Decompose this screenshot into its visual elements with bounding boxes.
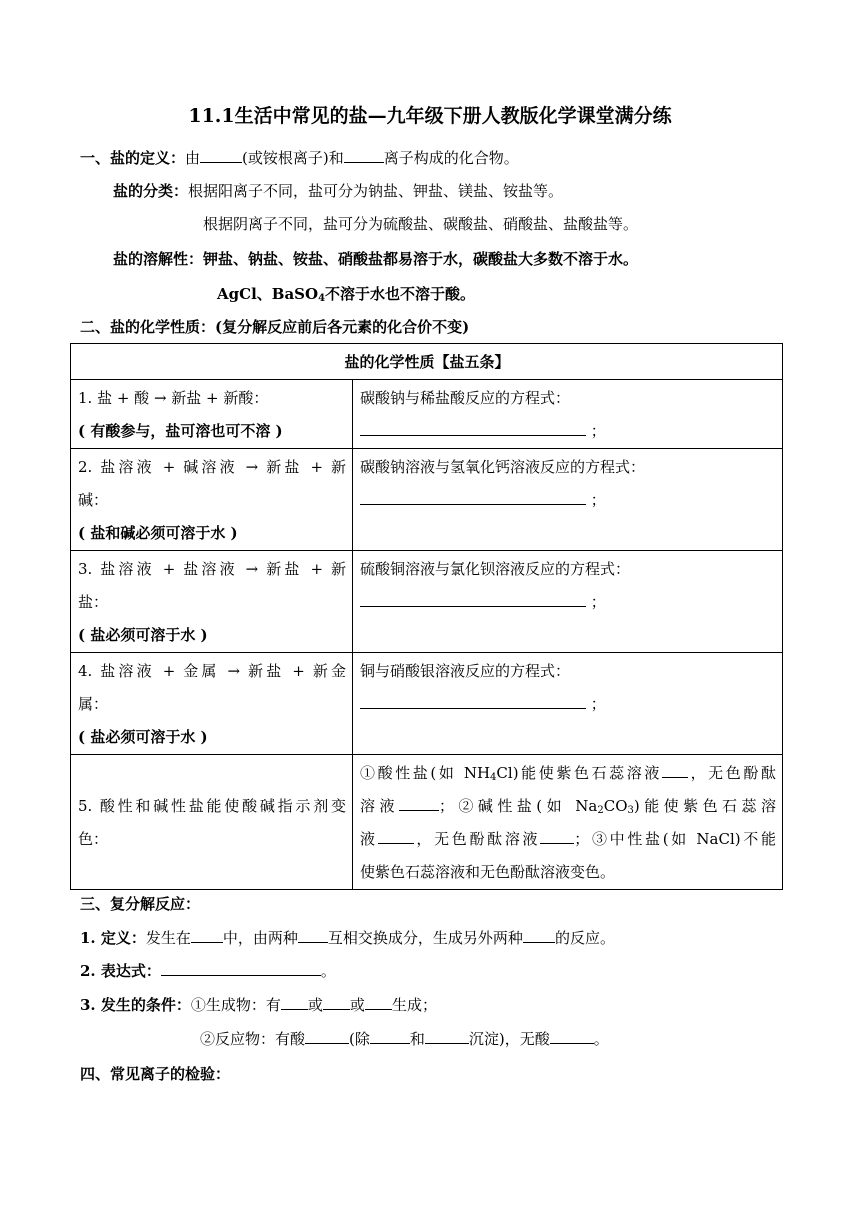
- answer-blank[interactable]: [378, 828, 414, 844]
- table-row: 3. 盐溶液 + 盐溶液 → 新盐 + 新 盐： ( 盐必须可溶于水 ) 硫酸铜溶液与氯化钡溶液反应的方程式： ；: [71, 551, 783, 653]
- answer-blank[interactable]: [191, 927, 223, 943]
- expression-line: 2. 表达式： 。: [80, 962, 336, 980]
- equation-blank[interactable]: [360, 591, 586, 607]
- answer-blank[interactable]: [550, 1028, 594, 1044]
- table-row: 4. 盐溶液 + 金属 → 新盐 + 新金 属： ( 盐必须可溶于水 ) 铜与硝酸银溶液反应的方程式： ；: [71, 653, 783, 755]
- equation-blank[interactable]: [360, 693, 586, 709]
- answer-blank[interactable]: [344, 147, 384, 163]
- answer-blank[interactable]: [323, 994, 350, 1010]
- section-3-heading: 三、复分解反应：: [80, 895, 201, 913]
- salt-classification-line-1: 盐的分类：根据阳离子不同，盐可分为钠盐、钾盐、镁盐、铵盐等。: [113, 182, 564, 200]
- definition-line: 1. 定义：发生在 中，由两种 互相交换成分，生成另外两种 的反应。: [80, 929, 615, 947]
- section-2-heading: 二、盐的化学性质：(复分解反应前后各元素的化合价不变): [80, 318, 470, 336]
- answer-blank[interactable]: [281, 994, 308, 1010]
- table-row: 5. 酸性和碱性盐能使酸碱指示剂变 色： ①酸性盐(如 $NH_4Cl$)能使紫色石蕊溶液 ，无色酚酞 溶液 ；②碱性盐(如 $Na_2CO_3$)能使紫色石蕊溶 液 ，无色酚酞溶液 ；③中性盐(如 NaCl)不能 使紫色石蕊溶液和无色酚酞溶液变色。: [71, 755, 783, 890]
- table-row: 1. 盐 + 酸 → 新盐 + 新酸： ( 有酸参与，盐可溶也可不溶 ) 碳酸钠与稀盐酸反应的方程式： ；: [71, 380, 783, 449]
- answer-blank[interactable]: [370, 1028, 410, 1044]
- salt-solubility-line-2: AgCl、BaSO$_4$不溶于水也不溶于酸。: [217, 285, 476, 304]
- salt-classification-line-2: 根据阴离子不同，盐可分为硫酸盐、碳酸盐、硝酸盐、盐酸盐等。: [203, 215, 639, 233]
- solubility-label: 盐的溶解性：: [113, 250, 204, 268]
- section-4-heading: 四、常见离子的检验：: [80, 1065, 231, 1083]
- salt-properties-table: [70, 343, 783, 890]
- table-row: 2. 盐溶液 + 碱溶液 → 新盐 + 新 碱： ( 盐和碱必须可溶于水 ) 碳酸钠溶液与氢氧化钙溶液反应的方程式： ；: [71, 449, 783, 551]
- answer-blank[interactable]: [161, 960, 321, 976]
- classification-label: 盐的分类：: [113, 182, 189, 200]
- answer-blank[interactable]: [523, 927, 555, 943]
- answer-blank[interactable]: [662, 762, 688, 778]
- equation-blank[interactable]: [360, 420, 586, 436]
- salt-definition-line: 一、盐的定义：由 (或铵根离子)和 离子构成的化合物。: [80, 149, 519, 167]
- equation-blank[interactable]: [360, 489, 586, 505]
- condition-line-2: ②反应物：有酸 (除 和 沉淀)，无酸 。: [200, 1030, 609, 1048]
- table-header: 盐的化学性质【盐五条】: [71, 344, 783, 380]
- answer-blank[interactable]: [425, 1028, 469, 1044]
- salt-solubility-line-1: 盐的溶解性：钾盐、钠盐、铵盐、硝酸盐都易溶于水，碳酸盐大多数不溶于水。: [113, 250, 639, 268]
- answer-blank[interactable]: [305, 1028, 349, 1044]
- answer-blank[interactable]: [540, 828, 574, 844]
- section-1-label: 一、盐的定义：: [80, 149, 186, 167]
- document-title: 11.1生活中常见的盐—九年级下册人教版化学课堂满分练: [188, 105, 672, 127]
- answer-blank[interactable]: [365, 994, 392, 1010]
- answer-blank[interactable]: [399, 795, 439, 811]
- condition-line-1: 3. 发生的条件：①生成物：有 或 或 生成；: [80, 996, 437, 1014]
- answer-blank[interactable]: [200, 147, 242, 163]
- answer-blank[interactable]: [298, 927, 328, 943]
